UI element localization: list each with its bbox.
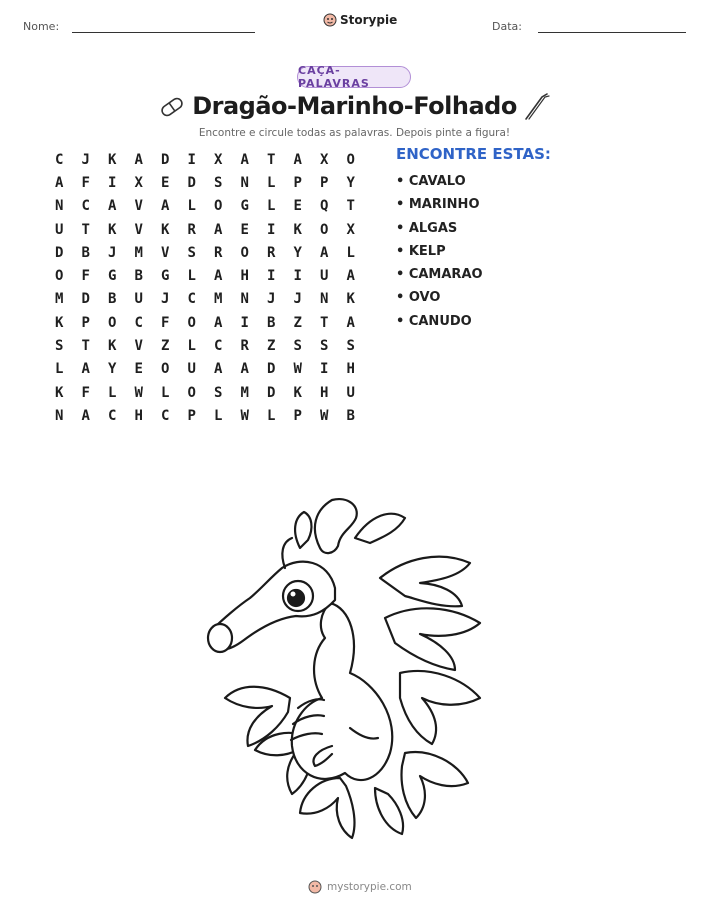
grid-cell[interactable]: B — [134, 268, 143, 285]
grid-cell[interactable]: T — [81, 338, 90, 355]
grid-cell[interactable]: E — [293, 198, 302, 215]
grid-cell[interactable]: P — [187, 407, 196, 424]
grid-cell[interactable]: A — [346, 314, 355, 331]
grid-cell[interactable]: O — [108, 314, 117, 331]
grid-cell[interactable]: T — [346, 198, 355, 215]
grid-cell[interactable]: H — [320, 384, 329, 401]
grid-cell[interactable]: F — [81, 384, 90, 401]
grid-cell[interactable]: J — [293, 291, 302, 308]
grid-cell[interactable]: D — [55, 244, 64, 261]
grid-cell[interactable]: D — [267, 384, 276, 401]
grid-cell[interactable]: B — [108, 291, 117, 308]
grid-cell[interactable]: O — [187, 384, 196, 401]
grid-cell[interactable]: J — [81, 151, 90, 168]
grid-cell[interactable]: D — [161, 151, 170, 168]
grid-cell[interactable]: S — [214, 174, 223, 191]
word-list-item: • KELP — [396, 243, 446, 259]
grid-cell[interactable]: L — [187, 268, 196, 285]
grid-cell[interactable]: X — [346, 221, 355, 238]
grid-cell[interactable]: T — [320, 314, 329, 331]
grid-cell[interactable]: S — [320, 338, 329, 355]
date-field-line[interactable] — [538, 32, 686, 33]
grid-cell[interactable]: M — [240, 384, 249, 401]
grid-cell[interactable]: K — [55, 314, 64, 331]
grid-cell[interactable]: U — [346, 384, 355, 401]
grid-cell[interactable]: L — [187, 338, 196, 355]
grid-cell[interactable]: Y — [293, 244, 302, 261]
grid-cell[interactable]: H — [240, 268, 249, 285]
grid-cell[interactable]: I — [240, 314, 249, 331]
brand-name: Storypie — [340, 13, 398, 27]
grid-cell[interactable]: W — [320, 407, 329, 424]
grid-cell[interactable]: X — [214, 151, 223, 168]
grid-cell[interactable]: K — [55, 384, 64, 401]
grid-cell[interactable]: O — [240, 244, 249, 261]
grid-cell[interactable]: K — [293, 384, 302, 401]
grid-cell[interactable]: L — [187, 198, 196, 215]
grid-cell[interactable]: C — [214, 338, 223, 355]
grid-cell[interactable]: U — [320, 268, 329, 285]
grid-cell[interactable]: J — [161, 291, 170, 308]
grid-cell[interactable]: K — [108, 151, 117, 168]
grid-cell[interactable]: A — [214, 361, 223, 378]
grid-cell[interactable]: A — [81, 361, 90, 378]
grid-cell[interactable]: Z — [161, 338, 170, 355]
grid-cell[interactable]: S — [187, 244, 196, 261]
grid-cell[interactable]: X — [134, 174, 143, 191]
grid-cell[interactable]: R — [267, 244, 276, 261]
grid-cell[interactable]: K — [161, 221, 170, 238]
grid-cell[interactable]: Y — [346, 174, 355, 191]
grid-cell[interactable]: N — [320, 291, 329, 308]
grid-cell[interactable]: L — [55, 361, 64, 378]
grid-cell[interactable]: U — [134, 291, 143, 308]
grid-cell[interactable]: U — [55, 221, 64, 238]
name-field-line[interactable] — [72, 32, 255, 33]
grid-cell[interactable]: M — [134, 244, 143, 261]
grid-cell[interactable]: A — [214, 314, 223, 331]
grid-cell[interactable]: E — [134, 361, 143, 378]
storypie-logo-icon — [323, 13, 337, 27]
grid-cell[interactable]: A — [240, 361, 249, 378]
grid-cell[interactable]: G — [240, 198, 249, 215]
grid-cell[interactable]: L — [267, 174, 276, 191]
grid-cell[interactable]: L — [346, 244, 355, 261]
grid-cell[interactable]: F — [161, 314, 170, 331]
grid-cell[interactable]: L — [161, 384, 170, 401]
grid-cell[interactable]: K — [108, 221, 117, 238]
grid-cell[interactable]: O — [214, 198, 223, 215]
grid-cell[interactable]: N — [240, 291, 249, 308]
grid-cell[interactable]: Y — [108, 361, 117, 378]
grid-cell[interactable]: K — [293, 221, 302, 238]
straw-icon — [520, 90, 552, 122]
grid-cell[interactable]: L — [267, 198, 276, 215]
grid-cell[interactable]: V — [161, 244, 170, 261]
word-list-title: ENCONTRE ESTAS: — [396, 145, 551, 163]
grid-cell[interactable]: F — [81, 268, 90, 285]
grid-cell[interactable]: I — [108, 174, 117, 191]
grid-cell[interactable]: O — [346, 151, 355, 168]
grid-cell[interactable]: J — [267, 291, 276, 308]
grid-cell[interactable]: C — [108, 407, 117, 424]
date-label: Data: — [492, 20, 522, 33]
grid-cell[interactable]: S — [214, 384, 223, 401]
footer-url[interactable]: mystorypie.com — [327, 881, 412, 893]
grid-cell[interactable]: A — [346, 268, 355, 285]
word-list-item: • OVO — [396, 290, 441, 306]
storypie-logo-icon — [308, 880, 322, 894]
grid-cell[interactable]: S — [293, 338, 302, 355]
grid-cell[interactable]: N — [55, 407, 64, 424]
grid-cell[interactable]: I — [320, 361, 329, 378]
footer — [308, 880, 412, 894]
name-label: Nome: — [23, 20, 60, 33]
word-list-item: • CAVALO — [396, 174, 466, 189]
grid-cell[interactable]: O — [55, 268, 64, 285]
word-list-item: • CANUDO — [396, 313, 472, 329]
grid-cell[interactable]: I — [267, 221, 276, 238]
grid-cell[interactable]: A — [240, 151, 249, 168]
grid-cell[interactable]: C — [55, 151, 64, 168]
grid-cell[interactable]: E — [161, 174, 170, 191]
grid-cell[interactable]: L — [108, 384, 117, 401]
letter-grid[interactable] — [46, 148, 364, 428]
grid-cell[interactable]: V — [134, 338, 143, 355]
grid-cell[interactable]: C — [187, 291, 196, 308]
grid-cell[interactable]: W — [134, 384, 143, 401]
grid-cell[interactable]: S — [346, 338, 355, 355]
grid-cell[interactable]: D — [187, 174, 196, 191]
grid-cell[interactable]: Z — [267, 338, 276, 355]
grid-cell[interactable]: W — [293, 361, 302, 378]
grid-cell[interactable]: L — [214, 407, 223, 424]
brand-logo — [323, 13, 397, 27]
grid-cell[interactable]: R — [187, 221, 196, 238]
grid-cell[interactable]: N — [55, 198, 64, 215]
grid-cell[interactable]: A — [320, 244, 329, 261]
grid-cell[interactable]: F — [81, 174, 90, 191]
grid-cell[interactable]: D — [81, 291, 90, 308]
grid-cell[interactable]: B — [267, 314, 276, 331]
grid-cell[interactable]: V — [134, 198, 143, 215]
grid-cell[interactable]: O — [320, 221, 329, 238]
grid-cell[interactable]: A — [55, 174, 64, 191]
grid-cell[interactable]: K — [346, 291, 355, 308]
grid-cell[interactable]: A — [293, 151, 302, 168]
leafy-seadragon-illustration[interactable] — [200, 488, 510, 868]
grid-cell[interactable]: A — [214, 268, 223, 285]
word-list-item: • ALGAS — [396, 220, 458, 236]
grid-cell[interactable]: A — [108, 198, 117, 215]
grid-cell[interactable]: I — [293, 268, 302, 285]
instructions: Encontre e circule todas as palavras. Depois pinte a figura! — [198, 127, 511, 139]
grid-cell[interactable]: G — [161, 268, 170, 285]
grid-cell[interactable]: B — [346, 407, 355, 424]
word-list-item: • CAMARAO — [396, 267, 483, 283]
puzzle-type-badge: CAÇA-PALAVRAS — [297, 66, 411, 88]
grid-cell[interactable]: Z — [293, 314, 302, 331]
grid-cell[interactable]: A — [161, 198, 170, 215]
grid-cell[interactable]: I — [267, 268, 276, 285]
grid-cell[interactable]: C — [161, 407, 170, 424]
grid-cell[interactable]: V — [134, 221, 143, 238]
grid-cell[interactable]: T — [81, 221, 90, 238]
grid-cell[interactable]: K — [108, 338, 117, 355]
grid-cell[interactable]: H — [346, 361, 355, 378]
grid-cell[interactable]: T — [267, 151, 276, 168]
page-title: Dragão-Marinho-Folhado — [192, 92, 517, 120]
grid-cell[interactable]: R — [214, 244, 223, 261]
grid-cell[interactable]: P — [320, 174, 329, 191]
grid-cell[interactable]: P — [293, 407, 302, 424]
grid-cell[interactable]: A — [81, 407, 90, 424]
grid-cell[interactable]: P — [293, 174, 302, 191]
grid-cell[interactable]: G — [108, 268, 117, 285]
grid-cell[interactable]: E — [240, 221, 249, 238]
grid-cell[interactable]: B — [81, 244, 90, 261]
grid-cell[interactable]: X — [320, 151, 329, 168]
grid-cell[interactable]: O — [161, 361, 170, 378]
grid-cell[interactable]: M — [214, 291, 223, 308]
grid-cell[interactable]: D — [267, 361, 276, 378]
grid-cell[interactable]: R — [240, 338, 249, 355]
grid-cell[interactable]: S — [55, 338, 64, 355]
grid-cell[interactable]: A — [134, 151, 143, 168]
grid-cell[interactable]: C — [81, 198, 90, 215]
grid-cell[interactable]: M — [55, 291, 64, 308]
grid-cell[interactable]: P — [81, 314, 90, 331]
grid-cell[interactable]: O — [187, 314, 196, 331]
word-list — [396, 170, 483, 333]
grid-cell[interactable]: N — [240, 174, 249, 191]
grid-cell[interactable]: W — [240, 407, 249, 424]
grid-cell[interactable]: L — [267, 407, 276, 424]
grid-cell[interactable]: H — [134, 407, 143, 424]
grid-cell[interactable]: I — [187, 151, 196, 168]
grid-cell[interactable]: A — [214, 221, 223, 238]
grid-cell[interactable]: U — [187, 361, 196, 378]
grid-cell[interactable]: Q — [320, 198, 329, 215]
grid-cell[interactable]: J — [108, 244, 117, 261]
word-list-item: • MARINHO — [396, 197, 480, 213]
grid-cell[interactable]: C — [134, 314, 143, 331]
